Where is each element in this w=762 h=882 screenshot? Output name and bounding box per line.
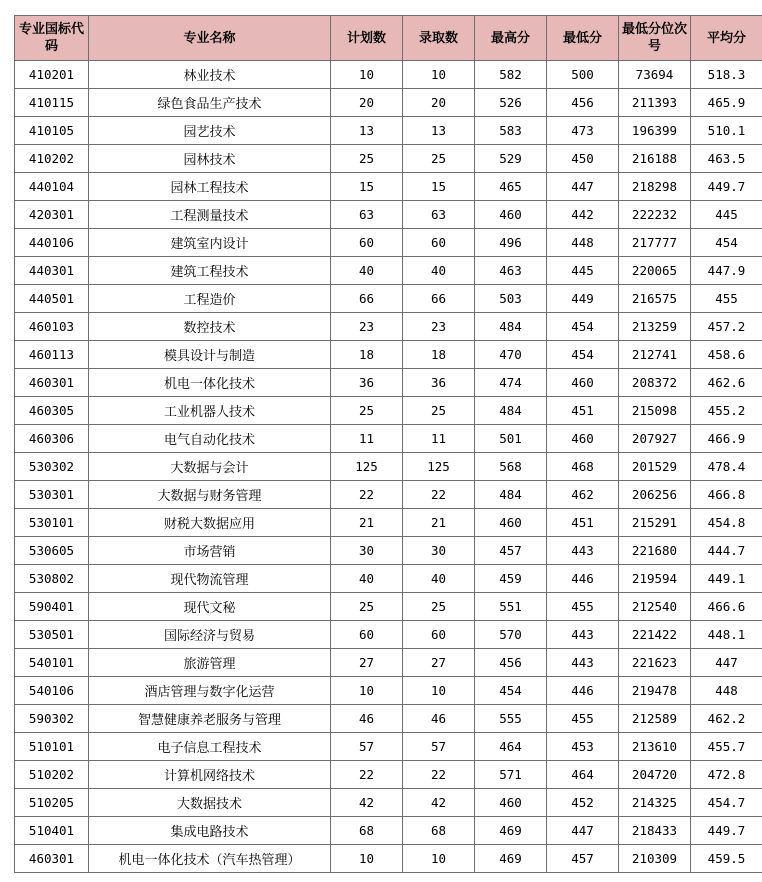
cell-major-code: 590302 bbox=[15, 705, 89, 733]
cell-avg-score: 444.7 bbox=[691, 537, 762, 565]
cell-min-rank: 201529 bbox=[619, 453, 691, 481]
admissions-table bbox=[14, 15, 762, 873]
table-body bbox=[15, 61, 762, 873]
header-min-rank: 最低分位次号 bbox=[619, 16, 691, 61]
cell-plan-count: 25 bbox=[331, 145, 403, 173]
cell-min-rank: 73694 bbox=[619, 61, 691, 89]
cell-admitted-count: 10 bbox=[403, 677, 475, 705]
cell-plan-count: 46 bbox=[331, 705, 403, 733]
cell-min-rank: 222232 bbox=[619, 201, 691, 229]
cell-max-score: 460 bbox=[475, 509, 547, 537]
cell-admitted-count: 57 bbox=[403, 733, 475, 761]
cell-max-score: 454 bbox=[475, 677, 547, 705]
cell-max-score: 529 bbox=[475, 145, 547, 173]
cell-max-score: 551 bbox=[475, 593, 547, 621]
cell-major-code: 530302 bbox=[15, 453, 89, 481]
cell-min-rank: 204720 bbox=[619, 761, 691, 789]
cell-min-rank: 221680 bbox=[619, 537, 691, 565]
cell-plan-count: 20 bbox=[331, 89, 403, 117]
cell-plan-count: 22 bbox=[331, 481, 403, 509]
table-row bbox=[15, 537, 762, 565]
cell-avg-score: 449.7 bbox=[691, 817, 762, 845]
cell-major-code: 410202 bbox=[15, 145, 89, 173]
cell-major-name: 建筑工程技术 bbox=[89, 257, 331, 285]
cell-avg-score: 462.6 bbox=[691, 369, 762, 397]
cell-avg-score: 455.2 bbox=[691, 397, 762, 425]
cell-min-rank: 212589 bbox=[619, 705, 691, 733]
cell-plan-count: 25 bbox=[331, 593, 403, 621]
cell-avg-score: 465.9 bbox=[691, 89, 762, 117]
cell-max-score: 456 bbox=[475, 649, 547, 677]
table-row bbox=[15, 173, 762, 201]
cell-min-rank: 219478 bbox=[619, 677, 691, 705]
cell-major-code: 510101 bbox=[15, 733, 89, 761]
table-row bbox=[15, 509, 762, 537]
table-row bbox=[15, 789, 762, 817]
table-row bbox=[15, 593, 762, 621]
cell-admitted-count: 25 bbox=[403, 593, 475, 621]
cell-avg-score: 454.8 bbox=[691, 509, 762, 537]
cell-major-code: 530802 bbox=[15, 565, 89, 593]
cell-major-name: 园林工程技术 bbox=[89, 173, 331, 201]
header-min-score: 最低分 bbox=[547, 16, 619, 61]
cell-admitted-count: 11 bbox=[403, 425, 475, 453]
cell-max-score: 465 bbox=[475, 173, 547, 201]
cell-admitted-count: 18 bbox=[403, 341, 475, 369]
cell-avg-score: 466.6 bbox=[691, 593, 762, 621]
cell-major-code: 410201 bbox=[15, 61, 89, 89]
cell-min-score: 445 bbox=[547, 257, 619, 285]
cell-major-name: 大数据技术 bbox=[89, 789, 331, 817]
cell-min-rank: 215098 bbox=[619, 397, 691, 425]
cell-min-score: 456 bbox=[547, 89, 619, 117]
cell-admitted-count: 42 bbox=[403, 789, 475, 817]
cell-min-rank: 196399 bbox=[619, 117, 691, 145]
table-row bbox=[15, 61, 762, 89]
table-row bbox=[15, 481, 762, 509]
cell-admitted-count: 10 bbox=[403, 845, 475, 873]
cell-major-name: 现代文秘 bbox=[89, 593, 331, 621]
cell-max-score: 464 bbox=[475, 733, 547, 761]
cell-major-code: 440301 bbox=[15, 257, 89, 285]
table-row bbox=[15, 621, 762, 649]
cell-admitted-count: 66 bbox=[403, 285, 475, 313]
cell-admitted-count: 10 bbox=[403, 61, 475, 89]
cell-avg-score: 447.9 bbox=[691, 257, 762, 285]
cell-major-code: 510205 bbox=[15, 789, 89, 817]
cell-major-code: 440501 bbox=[15, 285, 89, 313]
cell-admitted-count: 36 bbox=[403, 369, 475, 397]
cell-major-code: 460305 bbox=[15, 397, 89, 425]
cell-major-name: 集成电路技术 bbox=[89, 817, 331, 845]
cell-avg-score: 449.1 bbox=[691, 565, 762, 593]
header-avg-score: 平均分 bbox=[691, 16, 762, 61]
cell-min-score: 447 bbox=[547, 173, 619, 201]
cell-min-score: 460 bbox=[547, 425, 619, 453]
cell-min-score: 442 bbox=[547, 201, 619, 229]
cell-admitted-count: 60 bbox=[403, 621, 475, 649]
cell-min-rank: 214325 bbox=[619, 789, 691, 817]
table-row bbox=[15, 201, 762, 229]
cell-min-rank: 218298 bbox=[619, 173, 691, 201]
cell-max-score: 526 bbox=[475, 89, 547, 117]
cell-avg-score: 466.8 bbox=[691, 481, 762, 509]
cell-max-score: 474 bbox=[475, 369, 547, 397]
cell-min-score: 460 bbox=[547, 369, 619, 397]
table-row bbox=[15, 229, 762, 257]
cell-min-rank: 213610 bbox=[619, 733, 691, 761]
cell-plan-count: 22 bbox=[331, 761, 403, 789]
cell-avg-score: 448.1 bbox=[691, 621, 762, 649]
cell-major-code: 540101 bbox=[15, 649, 89, 677]
cell-plan-count: 23 bbox=[331, 313, 403, 341]
cell-min-rank: 211393 bbox=[619, 89, 691, 117]
table-row bbox=[15, 313, 762, 341]
cell-admitted-count: 22 bbox=[403, 761, 475, 789]
cell-min-score: 443 bbox=[547, 537, 619, 565]
table-row bbox=[15, 761, 762, 789]
cell-max-score: 469 bbox=[475, 845, 547, 873]
cell-avg-score: 463.5 bbox=[691, 145, 762, 173]
cell-major-name: 现代物流管理 bbox=[89, 565, 331, 593]
cell-max-score: 568 bbox=[475, 453, 547, 481]
cell-major-name: 国际经济与贸易 bbox=[89, 621, 331, 649]
table-row bbox=[15, 397, 762, 425]
cell-min-score: 453 bbox=[547, 733, 619, 761]
cell-plan-count: 36 bbox=[331, 369, 403, 397]
cell-min-rank: 213259 bbox=[619, 313, 691, 341]
cell-plan-count: 10 bbox=[331, 677, 403, 705]
cell-admitted-count: 22 bbox=[403, 481, 475, 509]
cell-major-name: 绿色食品生产技术 bbox=[89, 89, 331, 117]
cell-admitted-count: 40 bbox=[403, 257, 475, 285]
cell-major-code: 440104 bbox=[15, 173, 89, 201]
cell-min-score: 449 bbox=[547, 285, 619, 313]
cell-avg-score: 449.7 bbox=[691, 173, 762, 201]
cell-major-name: 园林技术 bbox=[89, 145, 331, 173]
cell-max-score: 582 bbox=[475, 61, 547, 89]
cell-min-score: 451 bbox=[547, 397, 619, 425]
cell-major-name: 电气自动化技术 bbox=[89, 425, 331, 453]
cell-admitted-count: 30 bbox=[403, 537, 475, 565]
cell-major-name: 大数据与会计 bbox=[89, 453, 331, 481]
cell-major-name: 旅游管理 bbox=[89, 649, 331, 677]
cell-major-code: 460301 bbox=[15, 845, 89, 873]
header-row bbox=[15, 16, 762, 61]
cell-plan-count: 68 bbox=[331, 817, 403, 845]
cell-avg-score: 518.3 bbox=[691, 61, 762, 89]
cell-admitted-count: 27 bbox=[403, 649, 475, 677]
cell-max-score: 503 bbox=[475, 285, 547, 313]
cell-min-rank: 217777 bbox=[619, 229, 691, 257]
cell-plan-count: 57 bbox=[331, 733, 403, 761]
cell-min-score: 464 bbox=[547, 761, 619, 789]
cell-major-name: 财税大数据应用 bbox=[89, 509, 331, 537]
cell-min-rank: 221623 bbox=[619, 649, 691, 677]
cell-plan-count: 10 bbox=[331, 845, 403, 873]
cell-avg-score: 455 bbox=[691, 285, 762, 313]
cell-major-code: 460306 bbox=[15, 425, 89, 453]
table-row bbox=[15, 733, 762, 761]
cell-min-rank: 220065 bbox=[619, 257, 691, 285]
cell-max-score: 470 bbox=[475, 341, 547, 369]
cell-min-rank: 219594 bbox=[619, 565, 691, 593]
cell-major-name: 工程造价 bbox=[89, 285, 331, 313]
cell-avg-score: 510.1 bbox=[691, 117, 762, 145]
cell-major-name: 园艺技术 bbox=[89, 117, 331, 145]
cell-plan-count: 15 bbox=[331, 173, 403, 201]
table-row bbox=[15, 677, 762, 705]
table-row bbox=[15, 453, 762, 481]
cell-major-code: 530605 bbox=[15, 537, 89, 565]
cell-plan-count: 13 bbox=[331, 117, 403, 145]
cell-major-name: 工程测量技术 bbox=[89, 201, 331, 229]
cell-avg-score: 466.9 bbox=[691, 425, 762, 453]
cell-major-name: 计算机网络技术 bbox=[89, 761, 331, 789]
cell-avg-score: 457.2 bbox=[691, 313, 762, 341]
cell-avg-score: 454.7 bbox=[691, 789, 762, 817]
cell-min-score: 468 bbox=[547, 453, 619, 481]
cell-plan-count: 25 bbox=[331, 397, 403, 425]
cell-min-score: 462 bbox=[547, 481, 619, 509]
cell-admitted-count: 40 bbox=[403, 565, 475, 593]
cell-min-score: 447 bbox=[547, 817, 619, 845]
table-row bbox=[15, 145, 762, 173]
table-row bbox=[15, 425, 762, 453]
cell-max-score: 460 bbox=[475, 789, 547, 817]
cell-min-score: 446 bbox=[547, 565, 619, 593]
cell-avg-score: 454 bbox=[691, 229, 762, 257]
cell-major-code: 530101 bbox=[15, 509, 89, 537]
cell-major-name: 模具设计与制造 bbox=[89, 341, 331, 369]
cell-plan-count: 30 bbox=[331, 537, 403, 565]
table-row bbox=[15, 117, 762, 145]
cell-min-rank: 210309 bbox=[619, 845, 691, 873]
cell-min-rank: 216188 bbox=[619, 145, 691, 173]
cell-admitted-count: 23 bbox=[403, 313, 475, 341]
cell-major-code: 460113 bbox=[15, 341, 89, 369]
cell-min-rank: 221422 bbox=[619, 621, 691, 649]
table-row bbox=[15, 649, 762, 677]
cell-min-rank: 208372 bbox=[619, 369, 691, 397]
cell-avg-score: 472.8 bbox=[691, 761, 762, 789]
cell-max-score: 484 bbox=[475, 313, 547, 341]
table-row bbox=[15, 817, 762, 845]
cell-major-code: 410105 bbox=[15, 117, 89, 145]
cell-min-score: 446 bbox=[547, 677, 619, 705]
cell-min-score: 454 bbox=[547, 341, 619, 369]
cell-plan-count: 10 bbox=[331, 61, 403, 89]
cell-avg-score: 447 bbox=[691, 649, 762, 677]
cell-max-score: 460 bbox=[475, 201, 547, 229]
cell-min-score: 451 bbox=[547, 509, 619, 537]
table-row bbox=[15, 257, 762, 285]
cell-max-score: 457 bbox=[475, 537, 547, 565]
cell-min-score: 452 bbox=[547, 789, 619, 817]
header-plan-count: 计划数 bbox=[331, 16, 403, 61]
cell-major-code: 530501 bbox=[15, 621, 89, 649]
cell-admitted-count: 46 bbox=[403, 705, 475, 733]
cell-max-score: 484 bbox=[475, 481, 547, 509]
cell-min-score: 500 bbox=[547, 61, 619, 89]
cell-plan-count: 18 bbox=[331, 341, 403, 369]
cell-min-rank: 212741 bbox=[619, 341, 691, 369]
cell-max-score: 570 bbox=[475, 621, 547, 649]
table-row bbox=[15, 845, 762, 873]
table-row bbox=[15, 705, 762, 733]
cell-max-score: 496 bbox=[475, 229, 547, 257]
cell-major-code: 410115 bbox=[15, 89, 89, 117]
cell-min-score: 457 bbox=[547, 845, 619, 873]
cell-admitted-count: 63 bbox=[403, 201, 475, 229]
cell-admitted-count: 20 bbox=[403, 89, 475, 117]
cell-min-rank: 212540 bbox=[619, 593, 691, 621]
cell-admitted-count: 21 bbox=[403, 509, 475, 537]
cell-admitted-count: 125 bbox=[403, 453, 475, 481]
cell-plan-count: 60 bbox=[331, 229, 403, 257]
cell-admitted-count: 60 bbox=[403, 229, 475, 257]
cell-major-name: 电子信息工程技术 bbox=[89, 733, 331, 761]
cell-plan-count: 40 bbox=[331, 257, 403, 285]
cell-major-code: 540106 bbox=[15, 677, 89, 705]
cell-major-code: 420301 bbox=[15, 201, 89, 229]
cell-avg-score: 455.7 bbox=[691, 733, 762, 761]
header-admitted-count: 录取数 bbox=[403, 16, 475, 61]
cell-min-rank: 216575 bbox=[619, 285, 691, 313]
header-major-name: 专业名称 bbox=[89, 16, 331, 61]
cell-min-score: 455 bbox=[547, 593, 619, 621]
cell-max-score: 555 bbox=[475, 705, 547, 733]
cell-max-score: 484 bbox=[475, 397, 547, 425]
cell-plan-count: 42 bbox=[331, 789, 403, 817]
cell-avg-score: 448 bbox=[691, 677, 762, 705]
cell-min-rank: 206256 bbox=[619, 481, 691, 509]
cell-max-score: 571 bbox=[475, 761, 547, 789]
table-row bbox=[15, 89, 762, 117]
cell-avg-score: 459.5 bbox=[691, 845, 762, 873]
cell-avg-score: 445 bbox=[691, 201, 762, 229]
cell-major-code: 460301 bbox=[15, 369, 89, 397]
cell-major-name: 林业技术 bbox=[89, 61, 331, 89]
cell-admitted-count: 68 bbox=[403, 817, 475, 845]
cell-major-code: 510401 bbox=[15, 817, 89, 845]
cell-min-rank: 207927 bbox=[619, 425, 691, 453]
cell-major-code: 590401 bbox=[15, 593, 89, 621]
cell-admitted-count: 13 bbox=[403, 117, 475, 145]
cell-admitted-count: 15 bbox=[403, 173, 475, 201]
cell-major-code: 440106 bbox=[15, 229, 89, 257]
cell-major-name: 智慧健康养老服务与管理 bbox=[89, 705, 331, 733]
cell-major-name: 建筑室内设计 bbox=[89, 229, 331, 257]
cell-min-score: 443 bbox=[547, 649, 619, 677]
cell-plan-count: 27 bbox=[331, 649, 403, 677]
cell-max-score: 459 bbox=[475, 565, 547, 593]
cell-major-code: 510202 bbox=[15, 761, 89, 789]
header-max-score: 最高分 bbox=[475, 16, 547, 61]
cell-major-code: 460103 bbox=[15, 313, 89, 341]
table-row bbox=[15, 285, 762, 313]
cell-major-name: 机电一体化技术（汽车热管理） bbox=[89, 845, 331, 873]
cell-plan-count: 11 bbox=[331, 425, 403, 453]
cell-major-name: 酒店管理与数字化运营 bbox=[89, 677, 331, 705]
cell-plan-count: 21 bbox=[331, 509, 403, 537]
cell-major-name: 数控技术 bbox=[89, 313, 331, 341]
cell-major-name: 大数据与财务管理 bbox=[89, 481, 331, 509]
cell-min-score: 448 bbox=[547, 229, 619, 257]
cell-min-rank: 218433 bbox=[619, 817, 691, 845]
cell-plan-count: 63 bbox=[331, 201, 403, 229]
cell-plan-count: 60 bbox=[331, 621, 403, 649]
cell-min-score: 473 bbox=[547, 117, 619, 145]
cell-plan-count: 125 bbox=[331, 453, 403, 481]
cell-admitted-count: 25 bbox=[403, 397, 475, 425]
cell-max-score: 463 bbox=[475, 257, 547, 285]
cell-plan-count: 40 bbox=[331, 565, 403, 593]
cell-plan-count: 66 bbox=[331, 285, 403, 313]
cell-avg-score: 478.4 bbox=[691, 453, 762, 481]
cell-major-name: 市场营销 bbox=[89, 537, 331, 565]
cell-max-score: 583 bbox=[475, 117, 547, 145]
cell-max-score: 501 bbox=[475, 425, 547, 453]
table-row bbox=[15, 369, 762, 397]
table-row bbox=[15, 341, 762, 369]
cell-min-score: 443 bbox=[547, 621, 619, 649]
cell-min-rank: 215291 bbox=[619, 509, 691, 537]
cell-admitted-count: 25 bbox=[403, 145, 475, 173]
cell-avg-score: 458.6 bbox=[691, 341, 762, 369]
cell-major-name: 机电一体化技术 bbox=[89, 369, 331, 397]
cell-max-score: 469 bbox=[475, 817, 547, 845]
cell-min-score: 450 bbox=[547, 145, 619, 173]
cell-avg-score: 462.2 bbox=[691, 705, 762, 733]
cell-min-score: 454 bbox=[547, 313, 619, 341]
cell-major-code: 530301 bbox=[15, 481, 89, 509]
table-row bbox=[15, 565, 762, 593]
cell-major-name: 工业机器人技术 bbox=[89, 397, 331, 425]
header-major-code: 专业国标代码 bbox=[15, 16, 89, 61]
cell-min-score: 455 bbox=[547, 705, 619, 733]
